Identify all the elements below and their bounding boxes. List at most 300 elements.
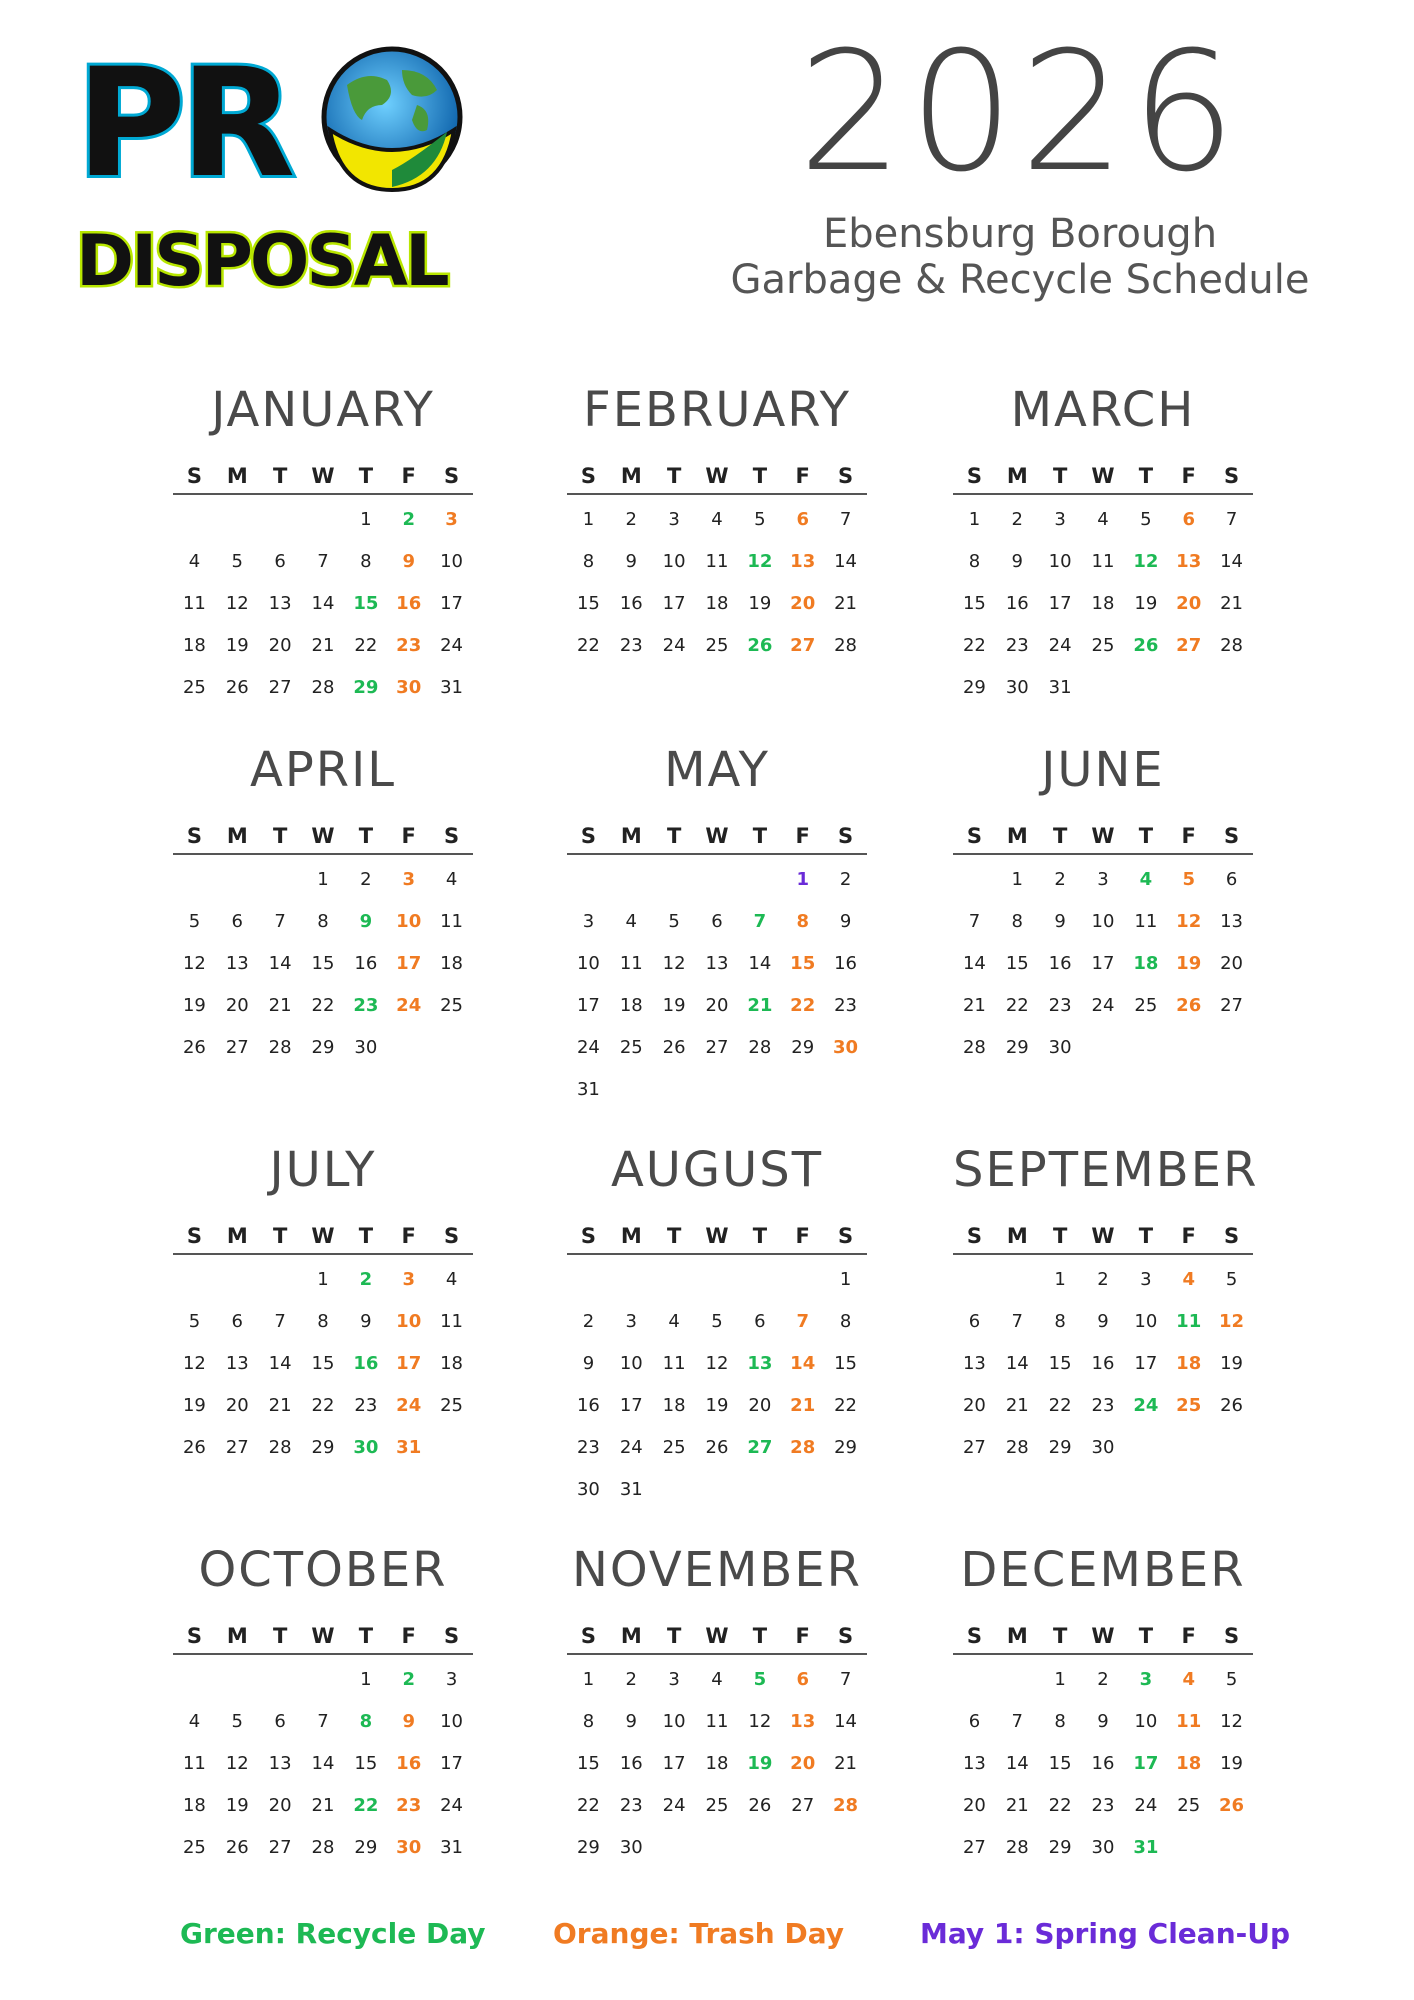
weekday-header: W [705,824,729,848]
day: 9 [1097,1311,1109,1332]
day: 30 [354,1037,378,1058]
day-trash: 17 [396,953,422,974]
calendar-year: 2026 [798,16,1242,208]
day-recycle: 2 [402,1669,415,1690]
day: 6 [274,1711,286,1732]
day: 5 [231,1711,243,1732]
day: 16 [1091,1753,1115,1774]
day: 17 [440,593,464,614]
day: 16 [834,953,858,974]
day: 6 [754,1311,766,1332]
day: 8 [582,1711,595,1732]
day: 29 [311,1437,335,1458]
day: 31 [440,677,464,698]
legend-trash-day: Orange: Trash Day [553,1917,845,1950]
day: 1 [1054,1269,1066,1290]
day: 25 [1134,995,1158,1016]
day: 25 [440,995,464,1016]
day: 17 [1091,953,1115,974]
weekday-header: S [966,464,982,488]
day: 18 [182,635,206,656]
day-trash: 4 [1182,1669,1195,1690]
weekday-header-row [953,1619,1253,1655]
day: 20 [962,1795,986,1816]
day: 16 [619,1753,643,1774]
day: 6 [711,911,723,932]
month-december [953,1535,1253,1869]
day-trash: 31 [396,1437,422,1458]
weekday-header: T [358,824,374,848]
weekday-header: T [752,464,768,488]
weekday-header: T [1052,464,1068,488]
empty-cell [259,859,302,901]
day-recycle: 11 [1176,1311,1202,1332]
day: 19 [1220,1353,1244,1374]
month-october [173,1535,473,1869]
weekday-header: T [1138,464,1154,488]
weekday-header: T [272,1224,288,1248]
weekday-header: W [705,1224,729,1248]
day: 31 [619,1479,643,1500]
day: 28 [268,1037,292,1058]
day: 24 [440,1795,464,1816]
empty-cell [996,1259,1039,1301]
day-trash: 17 [396,1353,422,1374]
day: 22 [1005,995,1029,1016]
day: 4 [668,1311,680,1332]
empty-cell [216,1659,259,1701]
empty-cell [781,1259,824,1301]
day-recycle: 3 [1139,1669,1153,1690]
day-recycle: 17 [1133,1753,1159,1774]
weekday-header-row [953,819,1253,855]
weekday-header: S [186,824,202,848]
day: 10 [440,1711,464,1732]
day: 21 [1005,1395,1029,1416]
day: 28 [962,1037,986,1058]
day: 15 [1005,953,1029,974]
month-name: MAY [664,742,770,798]
weekday-header-row [173,1219,473,1255]
day-trash: 4 [1182,1269,1195,1290]
day: 3 [445,1669,458,1690]
weekday-header-row [953,1219,1253,1255]
day: 8 [1054,1711,1066,1732]
day: 4 [445,1269,458,1290]
weekday-header: W [1091,824,1115,848]
day-trash: 18 [1176,1353,1202,1374]
day: 12 [182,1353,206,1374]
day: 6 [968,1311,981,1332]
day-recycle: 2 [359,1269,373,1290]
weekday-header: F [401,1624,416,1648]
day: 5 [188,911,201,932]
day: 11 [662,1353,686,1374]
day: 25 [1177,1795,1201,1816]
day-trash: 6 [1182,509,1195,530]
day: 24 [662,1795,686,1816]
empty-cell [173,859,216,901]
day: 17 [1134,1353,1158,1374]
day: 26 [225,677,249,698]
month-june [953,735,1253,1069]
day-recycle: 15 [353,593,379,614]
day: 7 [274,911,286,932]
day: 25 [440,1395,464,1416]
weekday-header: F [401,1224,416,1248]
day: 21 [311,1795,335,1816]
day: 31 [440,1837,464,1858]
day-grid [567,499,867,667]
weekday-header: T [1052,1624,1068,1648]
day: 20 [225,995,249,1016]
day: 3 [668,509,680,530]
day: 19 [705,1395,729,1416]
day: 18 [705,593,729,614]
day: 18 [619,995,643,1016]
day: 9 [625,1711,637,1732]
empty-cell [302,499,345,541]
month-september [953,1135,1259,1469]
day: 14 [962,953,986,974]
day: 11 [1134,911,1158,932]
day: 27 [225,1037,249,1058]
day: 22 [576,1795,600,1816]
weekday-header: S [1224,824,1240,848]
day: 21 [268,995,292,1016]
empty-cell [996,1659,1039,1701]
day: 30 [1048,1037,1072,1058]
day: 26 [182,1437,206,1458]
day: 12 [182,953,206,974]
day: 22 [354,635,378,656]
day-grid [567,859,867,1111]
weekday-header: T [1052,1224,1068,1248]
day: 13 [1220,911,1244,932]
day: 14 [1005,1753,1029,1774]
day: 4 [711,509,723,530]
day: 1 [317,1269,329,1290]
weekday-header: M [226,824,248,848]
day: 10 [576,953,600,974]
weekday-header: S [444,1224,460,1248]
day-trash: 3 [445,509,458,530]
day: 22 [311,1395,335,1416]
weekday-header: S [966,824,982,848]
day: 11 [705,551,729,572]
day: 23 [1091,1795,1115,1816]
month-name: JANUARY [211,382,435,438]
day: 15 [1048,1753,1072,1774]
day: 29 [834,1437,858,1458]
day: 29 [576,1837,600,1858]
day: 2 [582,1311,595,1332]
day: 10 [1134,1711,1158,1732]
weekday-header: S [1224,464,1240,488]
day-recycle: 31 [1133,1837,1159,1858]
month-name: AUGUST [610,1142,824,1198]
weekday-header-row [173,1619,473,1655]
day: 5 [1225,1669,1238,1690]
day-trash: 30 [396,1837,422,1858]
day: 14 [268,953,292,974]
day: 25 [662,1437,686,1458]
day: 17 [619,1395,643,1416]
day: 2 [360,869,372,890]
weekday-header-row [567,819,867,855]
pro-disposal-logo [72,45,492,305]
weekday-header: F [795,1224,810,1248]
day: 2 [839,869,852,890]
day: 26 [182,1037,206,1058]
day: 20 [1220,953,1244,974]
weekday-header: T [272,1624,288,1648]
weekday-header: M [226,1624,248,1648]
day: 7 [1225,509,1238,530]
weekday-header: T [752,824,768,848]
day: 18 [705,1753,729,1774]
day: 18 [440,1353,464,1374]
day: 15 [576,593,600,614]
day: 1 [317,869,329,890]
weekday-header: F [795,824,810,848]
day-trash: 26 [1219,1795,1245,1816]
weekday-header: T [358,1224,374,1248]
day: 23 [619,635,643,656]
day: 13 [268,1753,292,1774]
day: 17 [662,593,686,614]
day: 23 [1048,995,1072,1016]
day: 25 [1091,635,1115,656]
day: 18 [662,1395,686,1416]
day: 18 [440,953,464,974]
weekday-header: S [838,1624,854,1648]
month-name: NOVEMBER [571,1542,863,1598]
day: 14 [1005,1353,1029,1374]
day: 8 [582,551,595,572]
day: 27 [705,1037,729,1058]
day: 19 [182,1395,206,1416]
weekday-header: S [966,1224,982,1248]
day-grid [173,859,473,1069]
day-trash: 24 [396,1395,422,1416]
day: 3 [1097,869,1109,890]
day: 13 [225,953,249,974]
day-trash: 14 [790,1353,816,1374]
day: 24 [440,635,464,656]
day: 7 [839,509,852,530]
weekday-header: M [226,464,248,488]
day-trash: 23 [396,635,422,656]
day: 27 [791,1795,815,1816]
weekday-header: S [444,824,460,848]
day: 20 [962,1395,986,1416]
weekday-header: S [444,1624,460,1648]
weekday-header: S [838,1224,854,1248]
day: 1 [1011,869,1023,890]
day-recycle: 18 [1133,953,1159,974]
weekday-header: F [1181,824,1196,848]
day-recycle: 22 [353,1795,379,1816]
day: 18 [182,1795,206,1816]
day-trash: 13 [790,1711,816,1732]
day: 11 [440,1311,464,1332]
day: 15 [576,1753,600,1774]
day: 24 [1048,635,1072,656]
day-trash: 10 [396,1311,422,1332]
day: 21 [834,1753,858,1774]
day: 9 [1011,551,1023,572]
day: 29 [354,1837,378,1858]
day: 1 [582,509,595,530]
logo-disposal-text: DISPOSAL [76,220,447,302]
day: 5 [711,1311,723,1332]
empty-cell [259,499,302,541]
day-grid [567,1259,867,1511]
day: 26 [225,1837,249,1858]
day-trash: 6 [796,1669,809,1690]
day: 28 [311,1837,335,1858]
day: 21 [268,1395,292,1416]
day: 6 [231,1311,243,1332]
weekday-header: M [620,824,642,848]
day: 15 [834,1353,858,1374]
month-name: JULY [269,1142,377,1198]
day-recycle: 24 [1133,1395,1159,1416]
day: 20 [268,1795,292,1816]
day: 15 [311,953,335,974]
day-grid [173,1659,473,1869]
day-trash: 16 [396,593,422,614]
day: 11 [440,911,464,932]
empty-cell [567,859,610,901]
day-trash: 28 [790,1437,816,1458]
weekday-header: F [1181,1224,1196,1248]
day: 13 [225,1353,249,1374]
weekday-header: T [1138,1224,1154,1248]
day: 22 [311,995,335,1016]
day: 24 [1134,1795,1158,1816]
day: 1 [1054,1669,1066,1690]
day-trash: 3 [402,869,415,890]
day-cleanup: 1 [796,869,809,890]
day: 21 [1005,1795,1029,1816]
day: 12 [1220,1711,1244,1732]
day-recycle: 7 [753,911,767,932]
day: 27 [268,1837,292,1858]
day-grid [953,1659,1253,1869]
day-recycle: 5 [753,1669,767,1690]
day: 5 [668,911,680,932]
day: 19 [748,593,772,614]
day: 22 [1048,1395,1072,1416]
weekday-header: T [272,824,288,848]
weekday-header: T [1052,824,1068,848]
day: 4 [625,911,637,932]
weekday-header: T [358,464,374,488]
day: 8 [360,551,372,572]
day: 1 [839,1269,852,1290]
day: 19 [225,635,249,656]
day: 20 [705,995,729,1016]
day: 3 [625,1311,637,1332]
day: 21 [962,995,986,1016]
day: 10 [1134,1311,1158,1332]
day: 7 [968,911,981,932]
day: 16 [1048,953,1072,974]
day-recycle: 21 [747,995,773,1016]
day: 8 [1011,911,1023,932]
weekday-header: T [272,464,288,488]
empty-cell [953,859,996,901]
day: 12 [225,593,249,614]
day-recycle: 27 [747,1437,773,1458]
empty-cell [216,1259,259,1301]
day: 26 [662,1037,686,1058]
day: 29 [962,677,986,698]
day-recycle: 16 [353,1353,379,1374]
day: 29 [1048,1837,1072,1858]
month-name: OCTOBER [198,1542,448,1598]
day: 14 [268,1353,292,1374]
day-trash: 15 [790,953,816,974]
day-trash: 30 [396,677,422,698]
weekday-header: M [1006,464,1028,488]
day: 16 [576,1395,600,1416]
day: 5 [754,509,766,530]
day-recycle: 23 [353,995,379,1016]
day: 28 [1005,1837,1029,1858]
day: 15 [354,1753,378,1774]
weekday-header: S [186,1624,202,1648]
month-may [567,735,867,1111]
day: 5 [188,1311,201,1332]
day: 11 [182,1753,206,1774]
day-trash: 6 [796,509,809,530]
weekday-header: F [795,1624,810,1648]
day: 14 [311,593,335,614]
day-trash: 28 [833,1795,859,1816]
day: 7 [317,551,329,572]
empty-cell [696,1259,739,1301]
day-trash: 7 [796,1311,809,1332]
day: 23 [834,995,858,1016]
day: 17 [440,1753,464,1774]
month-name: MARCH [1010,382,1196,438]
day-recycle: 2 [402,509,415,530]
day: 12 [225,1753,249,1774]
day: 24 [662,635,686,656]
day-trash: 12 [1219,1311,1245,1332]
day-trash: 20 [1176,593,1202,614]
day-trash: 11 [1176,1711,1202,1732]
empty-cell [953,1659,996,1701]
day: 28 [834,635,858,656]
day: 8 [317,911,329,932]
day: 12 [705,1353,729,1374]
day: 2 [1097,1669,1109,1690]
empty-cell [173,1659,216,1701]
empty-cell [259,1659,302,1701]
weekday-header: W [1091,1224,1115,1248]
day-trash: 18 [1176,1753,1202,1774]
day: 14 [834,551,858,572]
weekday-header: T [666,1224,682,1248]
day-recycle: 29 [353,677,379,698]
weekday-header: S [580,1624,596,1648]
weekday-header: W [1091,464,1115,488]
day: 6 [231,911,243,932]
